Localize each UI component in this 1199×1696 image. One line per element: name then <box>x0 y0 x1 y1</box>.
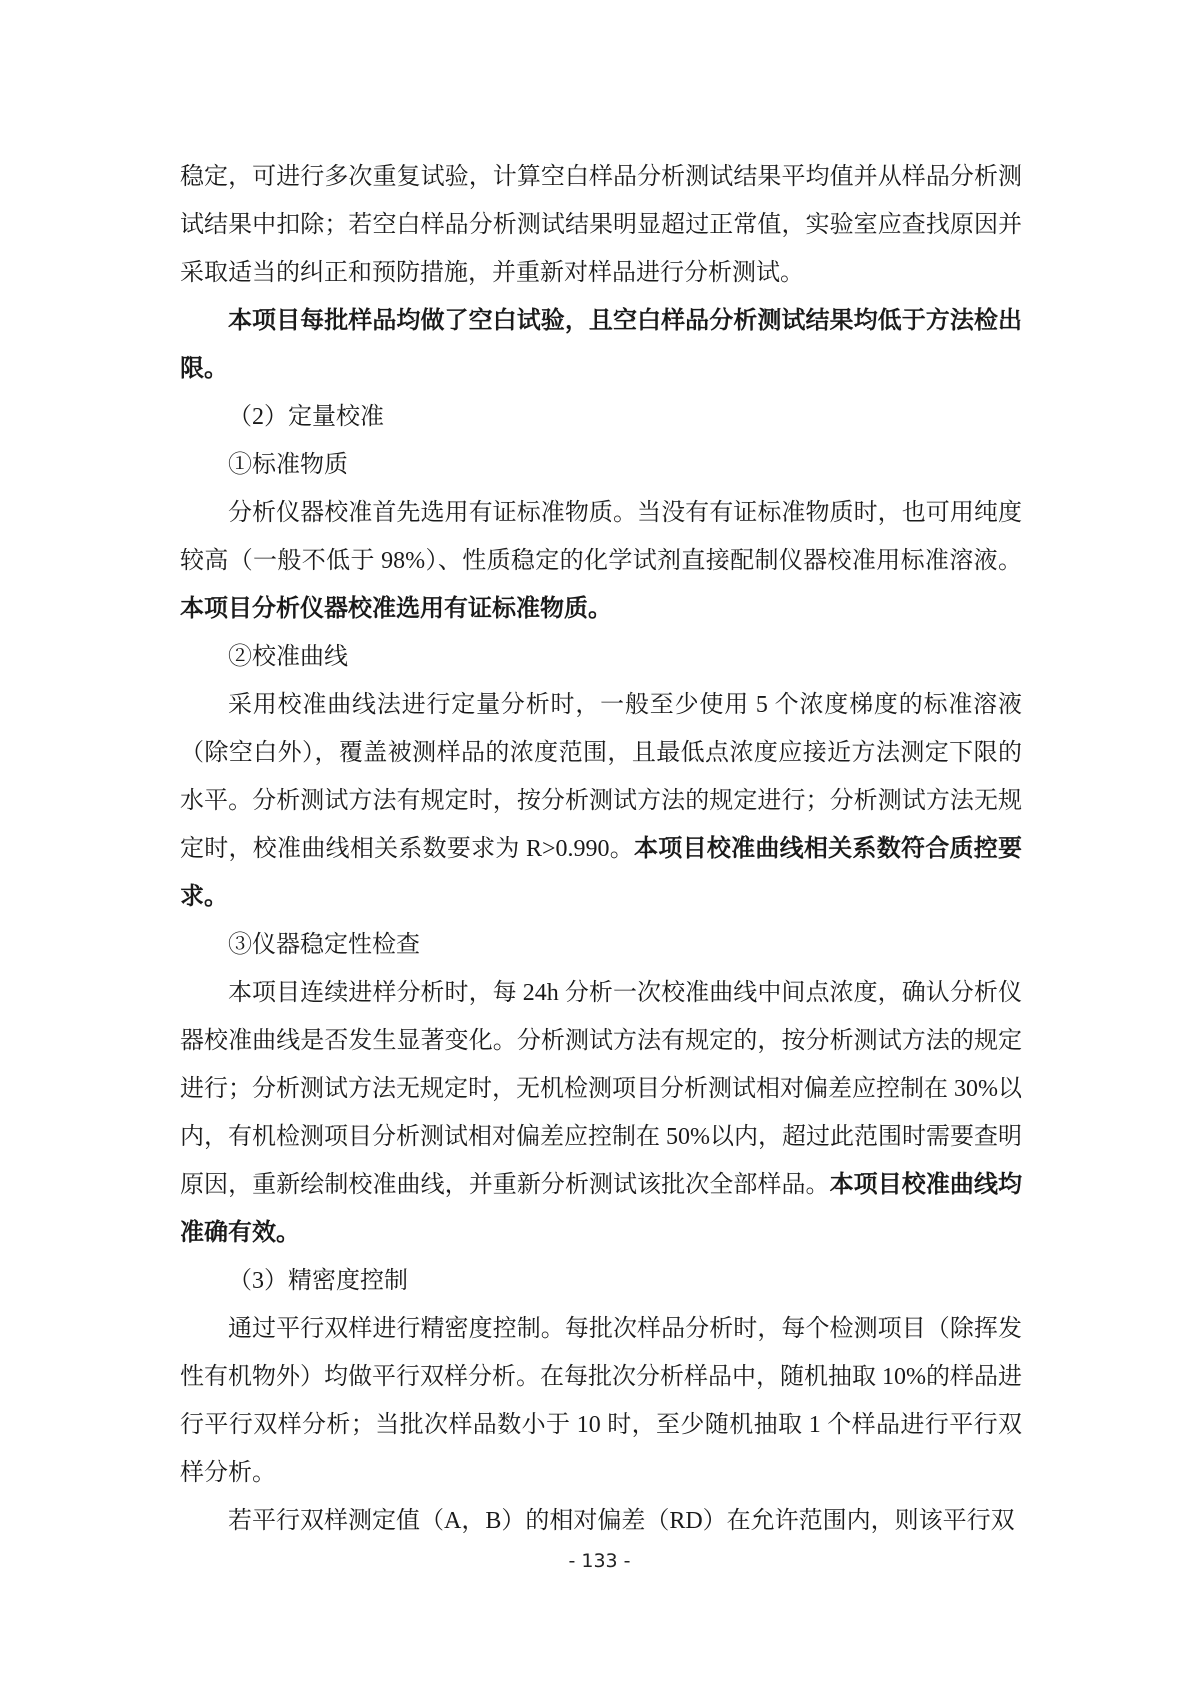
text-run: ①标准物质 <box>228 452 348 478</box>
text-run: （2）定量校准 <box>228 404 384 430</box>
text-run: 分析仪器校准首先选用有证标准物质。当没有有证标准物质时，也可用纯度较高（一般不低于 98%）、性质稳定的化学试剂直接配制仪器校准用标准溶液。 <box>180 500 1022 574</box>
text-run: ③仪器稳定性检查 <box>228 932 420 958</box>
heading-precision-control <box>180 1257 1022 1305</box>
text-run: 稳定，可进行多次重复试验，计算空白样品分析测试结果平均值并从样品分析测试结果中扣除；若空白样品分析测试结果明显超过正常值，实验室应查找原因并采取适当的纠正和预防措施，并重新对样品进行分析测试。 <box>180 164 1022 286</box>
para-blank-test-conclusion <box>180 297 1022 393</box>
para-instrument-stability <box>180 969 1022 1257</box>
para-parallel-duplicate <box>180 1497 1022 1545</box>
heading-quantitative-calibration <box>180 393 1022 441</box>
document-body <box>180 153 1022 1545</box>
heading-instrument-stability <box>180 921 1022 969</box>
bold-text-run: 本项目分析仪器校准选用有证标准物质。 <box>180 596 612 622</box>
bold-text-run: 本项目每批样品均做了空白试验，且空白样品分析测试结果均低于方法检出限。 <box>180 308 1022 382</box>
bold-text-run: 本项目校准曲线均准确有效。 <box>180 1172 1023 1246</box>
para-calibration-curve <box>180 681 1022 921</box>
text-run: ②校准曲线 <box>228 644 348 670</box>
text-run: 采用校准曲线法进行定量分析时，一般至少使用 5 个浓度梯度的标准溶液（除空白外），覆盖被测样品的浓度范围，且最低点浓度应接近方法测定下限的水平。分析测试方法有规定时，按分析测试方法的规定进行；分析测试方法无规定时，校准曲线相关系数要求为 R>0.990。 <box>180 692 1022 862</box>
page-number: - 133 - <box>568 1550 631 1572</box>
text-run: 本项目连续进样分析时，每 24h 分析一次校准曲线中间点浓度，确认分析仪器校准曲线是否发生显著变化。分析测试方法有规定的，按分析测试方法的规定进行；分析测试方法无规定时，无机检测项目分析测试相对偏差应控制在 30%以内，有机检测项目分析测试相对偏差应控制在 50%以内，超过此范围时需要查明原因，重新绘制校准曲线，并重新分析测试该批次全部样品。 <box>180 980 1022 1198</box>
text-run: （3）精密度控制 <box>228 1268 408 1294</box>
para-blank-test-continuation <box>180 153 1022 297</box>
text-run: 若平行双样测定值（A，B）的相对偏差（RD）在允许范围内，则该平行双 <box>228 1508 1015 1534</box>
heading-calibration-curve <box>180 633 1022 681</box>
para-precision-control <box>180 1305 1022 1497</box>
para-standard-substance <box>180 489 1022 633</box>
text-run: 通过平行双样进行精密度控制。每批次样品分析时，每个检测项目（除挥发性有机物外）均做平行双样分析。在每批次分析样品中，随机抽取 10%的样品进行平行双样分析；当批次样品数小于 10 时，至少随机抽取 1 个样品进行平行双样分析。 <box>180 1316 1022 1486</box>
page-footer <box>0 1549 1199 1573</box>
bold-text-run: 本项目校准曲线相关系数符合质控要求。 <box>180 836 1023 910</box>
heading-standard-substance <box>180 441 1022 489</box>
